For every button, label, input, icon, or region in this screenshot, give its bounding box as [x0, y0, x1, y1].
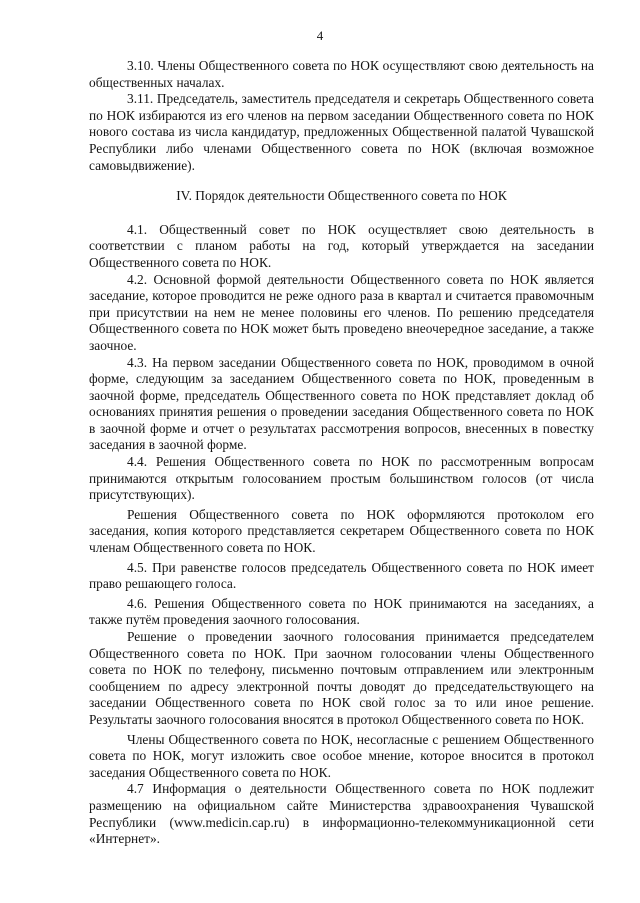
paragraph-4-3: 4.3. На первом заседании Общественного совета по НОК, проводимом в очной форме, следующим за заседанием Общественного совета по НОК, проведенным в заочной форме, председатель Общественного совета по НОК представляет доклад об основаниях принятия решения о проведении заседания Общественного совета по НОК в заочной форме и отчет о результатах рассмотрения вопросов, внесенных в повестку заседания в заочной форме.	[89, 354, 594, 453]
document-body	[89, 58, 594, 848]
paragraph-4-2: 4.2. Основной формой деятельности Общественного совета по НОК является заседание, которое проводится не реже одного раза в квартал и считается правомочным при присутствии на нем не менее половины его членов. По решению председателя Общественного совета по НОК может быть проведено внеочередное заседание, а также заочное.	[89, 271, 594, 353]
page-number: 4	[316, 28, 324, 43]
paragraph-4-1: 4.1. Общественный совет по НОК осуществляет свою деятельность в соответствии с планом работы на год, который утверждается на заседании Общественного совета по НОК.	[89, 221, 594, 270]
paragraph-4-7: 4.7 Информация о деятельности Общественного совета по НОК подлежит размещению на официальном сайте Министерства здравоохранения Чувашской Республики (www.medicin.cap.ru) в информационно-телекоммуникационной сети «Интернет».	[89, 781, 594, 847]
section-heading: IV. Порядок деятельности Общественного совета по НОК	[176, 188, 507, 204]
paragraph-4-6-dissent: Члены Общественного совета по НОК, несогласные с решением Общественного совета по НОК, могут изложить свое особое мнение, которое вносится в протокол заседания Общественного совета по НОК.	[89, 731, 594, 780]
paragraph-4-5: 4.5. При равенстве голосов председатель Общественного совета по НОК имеет право решающего голоса.	[89, 559, 594, 592]
paragraph-4-6-absentee-vote: Решение о проведении заочного голосования принимается председателем Общественного совета по НОК. При заочном голосовании члены Общественного совета по НОК по телефону, письменно почтовым отправлением или электронным сообщением по адресу электронной почты доводят до председательствующего на заседании Общественного совета по НОК свой голос за то или иное решение. Результаты заочного голосования вносятся в протокол Общественного совета по НОК.	[89, 629, 594, 727]
paragraph-4-4: 4.4. Решения Общественного совета по НОК по рассмотренным вопросам принимаются открытым голосованием простым большинством голосов (от числа присутствующих).	[89, 454, 594, 503]
paragraph-4-4-protocol: Решения Общественного совета по НОК оформляются протоколом его заседания, копия которого представляется секретарем Общественного совета по НОК членам Общественного совета по НОК.	[89, 506, 594, 556]
paragraph-4-6: 4.6. Решения Общественного совета по НОК принимаются на заседаниях, а также путём проведения заочного голосования.	[89, 595, 594, 628]
paragraph-3-11: 3.11. Председатель, заместитель председателя и секретарь Общественного совета по НОК избираются из его членов на первом заседании Общественного совета по НОК нового состава из числа кандидатур, предложенных Общественной палатой Чувашской Республики либо членами Общественного совета по НОК (включая возможное самовыдвижение).	[89, 91, 594, 173]
paragraph-3-10: 3.10. Члены Общественного совета по НОК осуществляют свою деятельность на общественных началах.	[89, 58, 594, 90]
